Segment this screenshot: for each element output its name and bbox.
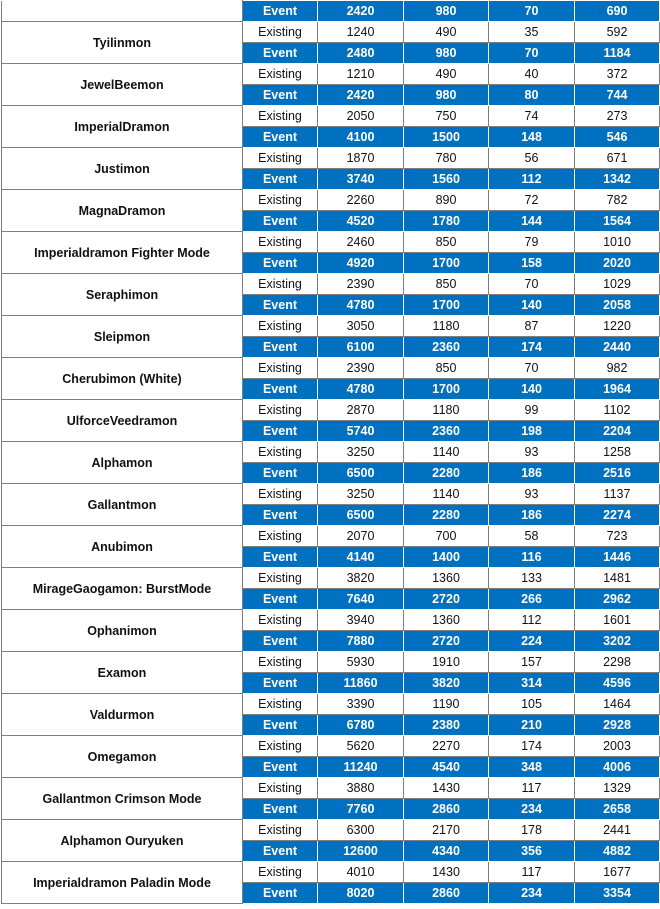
stat-cell: 744 xyxy=(575,85,660,106)
stat-cell: 2170 xyxy=(404,820,489,841)
row-type-cell: Event xyxy=(243,631,318,652)
table-row-existing xyxy=(2,22,660,43)
stat-cell: 780 xyxy=(404,148,489,169)
row-type-cell: Event xyxy=(243,421,318,442)
row-type-cell: Existing xyxy=(243,400,318,421)
stat-cell: 1560 xyxy=(404,169,489,190)
digimon-name-cell: Cherubimon (White) xyxy=(2,358,243,400)
digimon-name-cell: MagnaDramon xyxy=(2,190,243,232)
row-type-cell: Event xyxy=(243,43,318,64)
row-type-cell: Event xyxy=(243,547,318,568)
stat-cell: 2480 xyxy=(318,43,404,64)
table-row-existing xyxy=(2,274,660,295)
row-type-cell: Existing xyxy=(243,22,318,43)
row-type-cell: Event xyxy=(243,253,318,274)
stat-cell: 224 xyxy=(489,631,575,652)
stat-cell: 2962 xyxy=(575,589,660,610)
row-type-cell: Existing xyxy=(243,610,318,631)
stat-cell: 93 xyxy=(489,442,575,463)
stat-cell: 80 xyxy=(489,85,575,106)
stat-cell: 2860 xyxy=(404,883,489,904)
row-type-cell: Existing xyxy=(243,778,318,799)
stat-cell: 2280 xyxy=(404,505,489,526)
stat-cell: 1446 xyxy=(575,547,660,568)
row-type-cell: Event xyxy=(243,757,318,778)
stat-cell: 8020 xyxy=(318,883,404,904)
stat-cell: 1360 xyxy=(404,568,489,589)
digimon-name-cell: Sleipmon xyxy=(2,316,243,358)
row-type-cell: Existing xyxy=(243,736,318,757)
stat-cell: 2460 xyxy=(318,232,404,253)
stat-cell: 4520 xyxy=(318,211,404,232)
stat-cell: 2420 xyxy=(318,85,404,106)
stat-cell: 11240 xyxy=(318,757,404,778)
stat-cell: 1010 xyxy=(575,232,660,253)
stat-cell: 1029 xyxy=(575,274,660,295)
stat-cell: 2928 xyxy=(575,715,660,736)
stat-cell: 4340 xyxy=(404,841,489,862)
table-row-existing xyxy=(2,190,660,211)
stat-cell: 2870 xyxy=(318,400,404,421)
stat-cell: 982 xyxy=(575,358,660,379)
stat-cell: 1700 xyxy=(404,295,489,316)
row-type-cell: Existing xyxy=(243,316,318,337)
digimon-name-cell: Valdurmon xyxy=(2,694,243,736)
digimon-name-cell: JewelBeemon xyxy=(2,64,243,106)
stat-cell: 850 xyxy=(404,232,489,253)
row-type-cell: Event xyxy=(243,379,318,400)
table-row-existing xyxy=(2,652,660,673)
stat-cell: 3354 xyxy=(575,883,660,904)
stat-cell: 782 xyxy=(575,190,660,211)
stat-cell: 1700 xyxy=(404,379,489,400)
stat-cell: 70 xyxy=(489,358,575,379)
stat-cell: 1700 xyxy=(404,253,489,274)
table-row-existing xyxy=(2,358,660,379)
stat-cell: 133 xyxy=(489,568,575,589)
row-type-cell: Existing xyxy=(243,862,318,883)
stat-cell: 1910 xyxy=(404,652,489,673)
table-row-existing xyxy=(2,64,660,85)
stat-cell: 2380 xyxy=(404,715,489,736)
stat-cell: 2720 xyxy=(404,589,489,610)
stat-cell: 1210 xyxy=(318,64,404,85)
stat-cell: 980 xyxy=(404,85,489,106)
digimon-name-cell: Omegamon xyxy=(2,736,243,778)
stat-cell: 3390 xyxy=(318,694,404,715)
stat-cell: 4010 xyxy=(318,862,404,883)
digimon-name-cell: Tyilinmon xyxy=(2,22,243,64)
table-row-existing xyxy=(2,820,660,841)
stat-cell: 4920 xyxy=(318,253,404,274)
stat-cell: 198 xyxy=(489,421,575,442)
stat-cell: 1500 xyxy=(404,127,489,148)
stat-cell: 4780 xyxy=(318,295,404,316)
row-type-cell: Existing xyxy=(243,64,318,85)
stat-cell: 6500 xyxy=(318,463,404,484)
stat-cell: 3050 xyxy=(318,316,404,337)
stat-cell: 186 xyxy=(489,463,575,484)
row-type-cell: Existing xyxy=(243,148,318,169)
stat-cell: 2516 xyxy=(575,463,660,484)
row-type-cell: Event xyxy=(243,463,318,484)
stat-cell: 490 xyxy=(404,64,489,85)
stat-cell: 890 xyxy=(404,190,489,211)
stat-cell: 58 xyxy=(489,526,575,547)
stat-cell: 117 xyxy=(489,862,575,883)
stat-cell: 1102 xyxy=(575,400,660,421)
stat-cell: 3250 xyxy=(318,442,404,463)
stat-cell: 850 xyxy=(404,358,489,379)
stat-cell: 2270 xyxy=(404,736,489,757)
stat-cell: 72 xyxy=(489,190,575,211)
row-type-cell: Existing xyxy=(243,274,318,295)
stat-cell: 3820 xyxy=(318,568,404,589)
stat-cell: 750 xyxy=(404,106,489,127)
stat-cell: 1190 xyxy=(404,694,489,715)
stat-cell: 2720 xyxy=(404,631,489,652)
table-row-existing xyxy=(2,568,660,589)
stat-cell: 2390 xyxy=(318,274,404,295)
stat-cell: 5620 xyxy=(318,736,404,757)
row-type-cell: Existing xyxy=(243,232,318,253)
stat-cell: 3250 xyxy=(318,484,404,505)
stat-cell: 70 xyxy=(489,274,575,295)
stat-cell: 112 xyxy=(489,169,575,190)
table-row-existing xyxy=(2,778,660,799)
digimon-name-cell: UlforceVeedramon xyxy=(2,400,243,442)
stat-cell: 7760 xyxy=(318,799,404,820)
stat-cell: 186 xyxy=(489,505,575,526)
stat-cell: 4006 xyxy=(575,757,660,778)
stat-cell: 6500 xyxy=(318,505,404,526)
stat-cell: 158 xyxy=(489,253,575,274)
stat-cell: 40 xyxy=(489,64,575,85)
stat-cell: 1220 xyxy=(575,316,660,337)
stat-cell: 2260 xyxy=(318,190,404,211)
row-type-cell: Existing xyxy=(243,190,318,211)
digimon-name-cell: Examon xyxy=(2,652,243,694)
row-type-cell: Existing xyxy=(243,820,318,841)
stat-cell: 74 xyxy=(489,106,575,127)
row-type-cell: Event xyxy=(243,799,318,820)
digimon-name-cell: Ophanimon xyxy=(2,610,243,652)
stat-cell: 2274 xyxy=(575,505,660,526)
stat-cell: 2360 xyxy=(404,421,489,442)
row-type-cell: Event xyxy=(243,589,318,610)
stat-cell: 7880 xyxy=(318,631,404,652)
row-type-cell: Event xyxy=(243,673,318,694)
stat-cell: 980 xyxy=(404,1,489,22)
stat-cell: 273 xyxy=(575,106,660,127)
stat-cell: 2070 xyxy=(318,526,404,547)
stat-cell: 2050 xyxy=(318,106,404,127)
stat-cell: 266 xyxy=(489,589,575,610)
stat-cell: 1329 xyxy=(575,778,660,799)
stat-cell: 671 xyxy=(575,148,660,169)
digimon-name-cell: Imperialdramon Fighter Mode xyxy=(2,232,243,274)
stat-cell: 1964 xyxy=(575,379,660,400)
stat-cell: 980 xyxy=(404,43,489,64)
stat-cell: 234 xyxy=(489,799,575,820)
digimon-name-cell-empty xyxy=(2,1,243,22)
row-type-cell: Event xyxy=(243,715,318,736)
stat-cell: 2440 xyxy=(575,337,660,358)
stat-cell: 314 xyxy=(489,673,575,694)
stat-cell: 1360 xyxy=(404,610,489,631)
stat-cell: 174 xyxy=(489,337,575,358)
table-row-partial-event xyxy=(2,1,660,22)
row-type-cell: Existing xyxy=(243,526,318,547)
table-row-existing xyxy=(2,106,660,127)
stat-cell: 4100 xyxy=(318,127,404,148)
digimon-name-cell: Anubimon xyxy=(2,526,243,568)
digimon-name-cell: MirageGaogamon: BurstMode xyxy=(2,568,243,610)
digimon-name-cell: Imperialdramon Paladin Mode xyxy=(2,862,243,904)
stat-cell: 2298 xyxy=(575,652,660,673)
stat-cell: 93 xyxy=(489,484,575,505)
stat-cell: 140 xyxy=(489,379,575,400)
stat-cell: 850 xyxy=(404,274,489,295)
stat-cell: 112 xyxy=(489,610,575,631)
row-type-cell: Event xyxy=(243,211,318,232)
stat-cell: 700 xyxy=(404,526,489,547)
stat-cell: 2441 xyxy=(575,820,660,841)
stat-cell: 157 xyxy=(489,652,575,673)
row-type-cell: Existing xyxy=(243,652,318,673)
stat-cell: 105 xyxy=(489,694,575,715)
stat-cell: 1677 xyxy=(575,862,660,883)
stat-cell: 592 xyxy=(575,22,660,43)
stat-cell: 2390 xyxy=(318,358,404,379)
stat-cell: 1258 xyxy=(575,442,660,463)
stat-cell: 5930 xyxy=(318,652,404,673)
stat-cell: 178 xyxy=(489,820,575,841)
stat-cell: 2003 xyxy=(575,736,660,757)
stat-cell: 99 xyxy=(489,400,575,421)
stat-cell: 7640 xyxy=(318,589,404,610)
table-row-existing xyxy=(2,862,660,883)
stat-cell: 1140 xyxy=(404,484,489,505)
row-type-cell: Event xyxy=(243,337,318,358)
stat-cell: 56 xyxy=(489,148,575,169)
stat-cell: 1601 xyxy=(575,610,660,631)
table-row-existing xyxy=(2,526,660,547)
stat-cell: 210 xyxy=(489,715,575,736)
stat-cell: 5740 xyxy=(318,421,404,442)
stat-cell: 2280 xyxy=(404,463,489,484)
row-type-cell: Event xyxy=(243,1,318,22)
stat-cell: 70 xyxy=(489,1,575,22)
stat-cell: 348 xyxy=(489,757,575,778)
row-type-cell: Event xyxy=(243,505,318,526)
stat-cell: 140 xyxy=(489,295,575,316)
stat-cell: 4596 xyxy=(575,673,660,694)
stat-cell: 1564 xyxy=(575,211,660,232)
row-type-cell: Event xyxy=(243,841,318,862)
digimon-name-cell: Seraphimon xyxy=(2,274,243,316)
stat-cell: 6100 xyxy=(318,337,404,358)
stat-cell: 6780 xyxy=(318,715,404,736)
stat-cell: 3880 xyxy=(318,778,404,799)
stat-cell: 4140 xyxy=(318,547,404,568)
stat-cell: 1342 xyxy=(575,169,660,190)
stat-cell: 3820 xyxy=(404,673,489,694)
stat-cell: 117 xyxy=(489,778,575,799)
table-row-existing xyxy=(2,694,660,715)
stat-cell: 234 xyxy=(489,883,575,904)
stat-cell: 1140 xyxy=(404,442,489,463)
stat-cell: 372 xyxy=(575,64,660,85)
table-row-existing xyxy=(2,610,660,631)
row-type-cell: Existing xyxy=(243,358,318,379)
table-row-existing xyxy=(2,316,660,337)
stat-cell: 690 xyxy=(575,1,660,22)
stat-cell: 148 xyxy=(489,127,575,148)
table-row-existing xyxy=(2,400,660,421)
stat-cell: 1870 xyxy=(318,148,404,169)
digimon-name-cell: Alphamon xyxy=(2,442,243,484)
row-type-cell: Event xyxy=(243,127,318,148)
digimon-name-cell: Justimon xyxy=(2,148,243,190)
stat-cell: 1240 xyxy=(318,22,404,43)
stat-cell: 2020 xyxy=(575,253,660,274)
digimon-name-cell: Gallantmon xyxy=(2,484,243,526)
row-type-cell: Event xyxy=(243,169,318,190)
stat-cell: 1464 xyxy=(575,694,660,715)
digimon-name-cell: ImperialDramon xyxy=(2,106,243,148)
stat-cell: 4780 xyxy=(318,379,404,400)
digimon-stats-table xyxy=(1,0,660,904)
stat-cell: 3202 xyxy=(575,631,660,652)
stat-cell: 3740 xyxy=(318,169,404,190)
stat-cell: 2360 xyxy=(404,337,489,358)
table-row-existing xyxy=(2,442,660,463)
row-type-cell: Event xyxy=(243,295,318,316)
table-row-existing xyxy=(2,484,660,505)
stat-cell: 144 xyxy=(489,211,575,232)
stat-cell: 723 xyxy=(575,526,660,547)
row-type-cell: Existing xyxy=(243,694,318,715)
stat-cell: 2658 xyxy=(575,799,660,820)
stat-cell: 79 xyxy=(489,232,575,253)
stat-cell: 174 xyxy=(489,736,575,757)
table-row-existing xyxy=(2,232,660,253)
stat-cell: 11860 xyxy=(318,673,404,694)
stat-cell: 1184 xyxy=(575,43,660,64)
stat-cell: 1481 xyxy=(575,568,660,589)
stat-cell: 2420 xyxy=(318,1,404,22)
stat-cell: 490 xyxy=(404,22,489,43)
stat-cell: 1430 xyxy=(404,778,489,799)
row-type-cell: Existing xyxy=(243,442,318,463)
digimon-name-cell: Gallantmon Crimson Mode xyxy=(2,778,243,820)
stat-cell: 1430 xyxy=(404,862,489,883)
stat-cell: 1180 xyxy=(404,400,489,421)
stat-cell: 546 xyxy=(575,127,660,148)
stat-cell: 1400 xyxy=(404,547,489,568)
stat-cell: 1137 xyxy=(575,484,660,505)
stat-cell: 2860 xyxy=(404,799,489,820)
digimon-name-cell: Alphamon Ouryuken xyxy=(2,820,243,862)
row-type-cell: Existing xyxy=(243,106,318,127)
stat-cell: 2204 xyxy=(575,421,660,442)
stat-cell: 1180 xyxy=(404,316,489,337)
table-row-existing xyxy=(2,736,660,757)
row-type-cell: Existing xyxy=(243,568,318,589)
stat-cell: 356 xyxy=(489,841,575,862)
stat-cell: 12600 xyxy=(318,841,404,862)
stat-cell: 6300 xyxy=(318,820,404,841)
stat-cell: 87 xyxy=(489,316,575,337)
row-type-cell: Event xyxy=(243,85,318,106)
row-type-cell: Existing xyxy=(243,484,318,505)
stat-cell: 2058 xyxy=(575,295,660,316)
stat-cell: 70 xyxy=(489,43,575,64)
stat-cell: 116 xyxy=(489,547,575,568)
stat-cell: 35 xyxy=(489,22,575,43)
stat-cell: 4882 xyxy=(575,841,660,862)
table-row-existing xyxy=(2,148,660,169)
stat-cell: 3940 xyxy=(318,610,404,631)
stat-cell: 4540 xyxy=(404,757,489,778)
stat-cell: 1780 xyxy=(404,211,489,232)
row-type-cell: Event xyxy=(243,883,318,904)
